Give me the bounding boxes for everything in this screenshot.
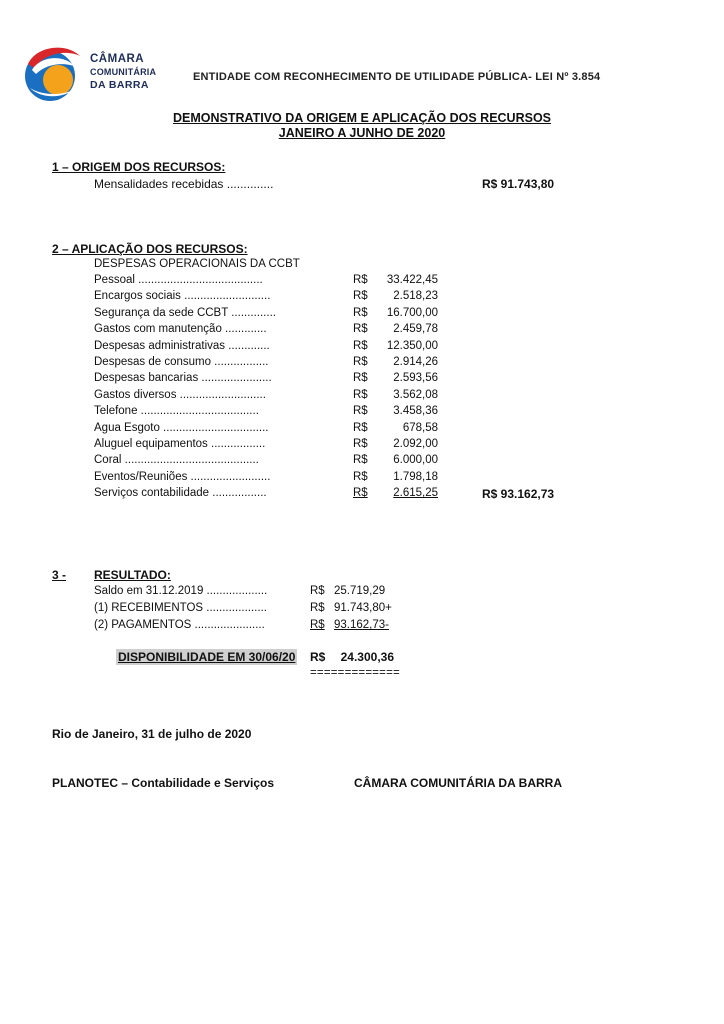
- resultado-value: 91.743,80+: [334, 602, 392, 614]
- logo-line-2: COMUNITÁRIA: [90, 67, 157, 77]
- resultado-label: (2) PAGAMENTOS ......................: [94, 619, 265, 631]
- disponibilidade-label-text: DISPONIBILIDADE EM 30/06/20: [118, 650, 296, 664]
- expense-label: Telefone .....................................: [94, 405, 259, 418]
- expense-value: 1.798,18: [393, 470, 438, 483]
- expense-label: Aluguel equipamentos .................: [94, 438, 266, 450]
- place-date: Rio de Janeiro, 31 de julho de 2020: [52, 727, 252, 741]
- disponibilidade-label: [116, 650, 297, 664]
- expense-currency: R$: [353, 356, 368, 368]
- expense-value: 16.700,00: [386, 306, 438, 319]
- resultado-value: 25.719,29: [334, 585, 386, 597]
- expense-value: 3.562,08: [393, 388, 438, 401]
- logo-wordmark: [90, 53, 156, 92]
- document-title: DEMONSTRATIVO DA ORIGEM E APLICAÇÃO DOS RECURSOS: [172, 111, 552, 125]
- resultado-currency: R$: [310, 585, 325, 597]
- resultado-heading: RESULTADO:: [94, 568, 171, 582]
- resultado-label: Saldo em 31.12.2019 ...................: [94, 585, 268, 597]
- logo-line-1: CÂMARA: [90, 53, 145, 65]
- expense-value: 2.459,78: [393, 323, 438, 336]
- expense-currency: R$: [353, 388, 368, 401]
- resultado-label: (1) RECEBIMENTOS ...................: [94, 602, 267, 614]
- expense-label: Gastos diversos ...........................: [94, 388, 266, 401]
- expense-value: 33.422,45: [386, 274, 438, 286]
- expense-currency: R$: [353, 421, 368, 434]
- expense-value: 678,58: [402, 421, 438, 434]
- expense-currency: R$: [353, 339, 368, 352]
- expense-currency: R$: [353, 323, 368, 336]
- aplicacao-heading: 2 – APLICAÇÃO DOS RECURSOS:: [52, 242, 248, 256]
- expense-currency: R$: [353, 306, 368, 319]
- double-rule: =============: [310, 667, 400, 679]
- expense-value: 2.092,00: [393, 438, 438, 450]
- expense-label: Gastos com manutenção .............: [94, 323, 267, 336]
- expense-value: 2.518,23: [393, 290, 438, 303]
- resultado-value: 93.162,73-: [334, 619, 389, 631]
- expense-value: 6.000,00: [393, 454, 438, 467]
- expense-label: Encargos sociais ...........................: [94, 290, 271, 303]
- origem-heading: 1 – ORIGEM DOS RECURSOS:: [52, 160, 226, 174]
- expense-label: Despesas de consumo .................: [94, 356, 269, 368]
- origem-total: R$ 91.743,80: [482, 177, 555, 191]
- expense-label: Eventos/Reuniões .........................: [94, 470, 271, 483]
- expense-value: 2.914,26: [393, 356, 438, 368]
- resultado-currency: R$: [310, 619, 325, 631]
- expense-currency: R$: [353, 454, 368, 467]
- expense-label: Segurança da sede CCBT ..............: [94, 306, 276, 319]
- expense-value: 3.458,36: [393, 405, 438, 418]
- logo-line-3: DA BARRA: [90, 79, 149, 91]
- expense-label: Agua Esgoto .................................: [94, 421, 269, 434]
- expense-currency: R$: [353, 290, 368, 303]
- expense-currency: R$: [353, 372, 368, 385]
- expense-value: 12.350,00: [386, 339, 438, 352]
- signer-right: CÂMARA COMUNITÁRIA DA BARRA: [354, 776, 562, 790]
- signer-left: PLANOTEC – Contabilidade e Serviços: [52, 776, 275, 790]
- origem-item-label: Mensalidades recebidas ..............: [94, 177, 274, 191]
- expense-currency: R$: [353, 470, 368, 483]
- document-period: JANEIRO A JUNHO DE 2020: [278, 126, 446, 140]
- expense-label: Pessoal .......................................: [94, 274, 263, 286]
- entity-recognition-text: ENTIDADE COM RECONHECIMENTO DE UTILIDADE PÚBLICA- LEI Nº 3.854: [193, 71, 601, 83]
- camara-comunitaria-logo-icon: [22, 42, 88, 106]
- resultado-currency: R$: [310, 602, 325, 614]
- expense-value: 2.593,56: [393, 372, 438, 385]
- expense-currency: R$: [353, 438, 368, 450]
- expense-label: Despesas bancarias ......................: [94, 372, 272, 385]
- expense-currency: R$: [353, 405, 368, 418]
- expense-value: 2.615,25: [393, 487, 438, 500]
- expense-currency: R$: [353, 487, 368, 500]
- expense-label: Despesas administrativas .............: [94, 339, 270, 352]
- resultado-number: 3 -: [52, 568, 67, 582]
- expense-label: Coral ..........................................: [94, 454, 259, 467]
- expense-label: Serviços contabilidade .................: [94, 487, 267, 500]
- aplicacao-total: R$ 93.162,73: [482, 487, 555, 501]
- expense-currency: R$: [353, 274, 368, 286]
- aplicacao-subheading: DESPESAS OPERACIONAIS DA CCBT: [94, 258, 300, 270]
- disponibilidade-value: 24.300,36: [340, 650, 394, 664]
- disponibilidade-currency: R$: [310, 650, 326, 664]
